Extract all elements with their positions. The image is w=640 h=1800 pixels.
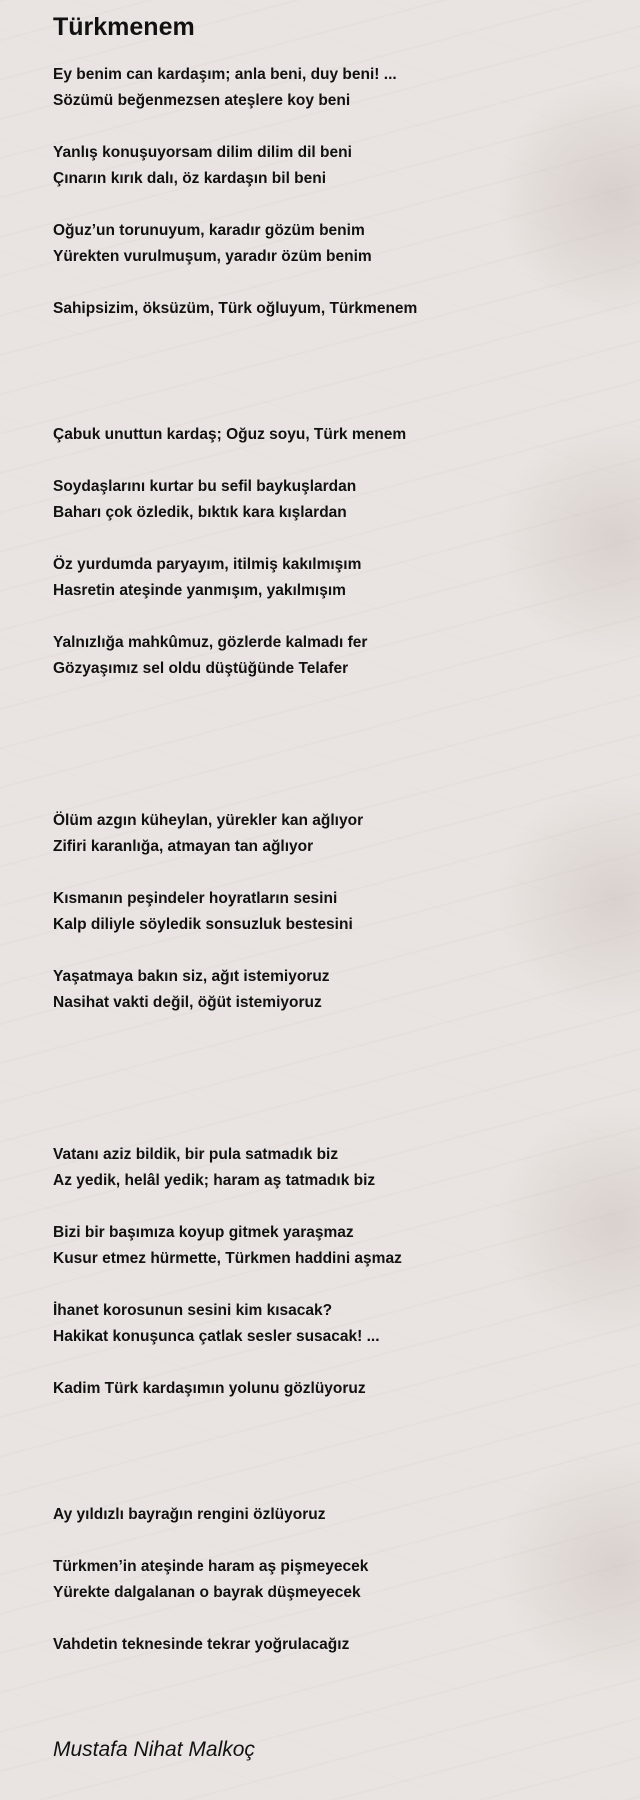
stanza	[53, 62, 613, 114]
poem-line: Yürekten vurulmuşum, yaradır özüm benim	[53, 248, 372, 265]
poem-line: Ölüm azgın küheylan, yürekler kan ağlıyor	[53, 812, 364, 829]
stanza	[53, 1142, 613, 1194]
poem-line: Oğuz’un torunuyum, karadır gözüm benim	[53, 222, 365, 239]
poem-line: Kalp diliyle söyledik sonsuzluk bestesini	[53, 916, 353, 933]
poem-title: Türkmenem	[53, 13, 195, 41]
stanza	[53, 630, 613, 682]
stanza	[53, 422, 613, 448]
poem-line: Gözyaşımız sel oldu düştüğünde Telafer	[53, 660, 349, 677]
poem-line: Vahdetin teknesinde tekrar yoğrulacağız	[53, 1636, 350, 1653]
stanza	[53, 964, 613, 1016]
stanza	[53, 1632, 613, 1658]
stanza	[53, 218, 613, 270]
stanza	[53, 296, 613, 322]
poem-line: Nasihat vakti değil, öğüt istemiyoruz	[53, 994, 322, 1011]
poem-line: Kusur etmez hürmette, Türkmen haddini aşmaz	[53, 1250, 402, 1267]
poem-line: Yaşatmaya bakın siz, ağıt istemiyoruz	[53, 968, 330, 985]
poem-line: Soydaşlarını kurtar bu sefil baykuşlardan	[53, 478, 357, 495]
poem-line: Yalnızlığa mahkûmuz, gözlerde kalmadı fer	[53, 634, 368, 651]
stanza	[53, 1376, 613, 1402]
poem-page	[53, 0, 613, 1761]
poem-line: Çınarın kırık dalı, öz kardaşın bil beni	[53, 170, 327, 187]
poem-line: Kısmanın peşindeler hoyratların sesini	[53, 890, 338, 907]
stanza	[53, 1554, 613, 1606]
poem-line: Türkmen’in ateşinde haram aş pişmeyecek	[53, 1558, 369, 1575]
poem-line: Yürekte dalgalanan o bayrak düşmeyecek	[53, 1584, 361, 1601]
poem-line: Sözümü beğenmezsen ateşlere koy beni	[53, 92, 351, 109]
poem-line: İhanet korosunun sesini kim kısacak?	[53, 1302, 333, 1319]
poem-line: Vatanı aziz bildik, bir pula satmadık biz	[53, 1146, 339, 1163]
poem-line: Hasretin ateşinde yanmışım, yakılmışım	[53, 582, 346, 599]
poem-body	[53, 62, 613, 1658]
stanza	[53, 1220, 613, 1272]
author-signature: Mustafa Nihat Malkoç	[53, 1738, 255, 1761]
stanza	[53, 808, 613, 860]
poem-line: Bizi bir başımıza koyup gitmek yaraşmaz	[53, 1224, 354, 1241]
stanza	[53, 1298, 613, 1350]
poem-line: Ey benim can kardaşım; anla beni, duy beni! ...	[53, 66, 397, 83]
poem-line: Yanlış konuşuyorsam dilim dilim dil beni	[53, 144, 352, 161]
poem-line: Öz yurdumda paryayım, itilmiş kakılmışım	[53, 556, 362, 573]
poem-line: Zifiri karanlığa, atmayan tan ağlıyor	[53, 838, 314, 855]
poem-line: Çabuk unuttun kardaş; Oğuz soyu, Türk menem	[53, 426, 407, 443]
stanza	[53, 1502, 613, 1528]
poem-line: Ay yıldızlı bayrağın rengini özlüyoruz	[53, 1506, 326, 1523]
stanza	[53, 886, 613, 938]
poem-line: Az yedik, helâl yedik; haram aş tatmadık biz	[53, 1172, 376, 1189]
poem-line: Baharı çok özledik, bıktık kara kışlardan	[53, 504, 347, 521]
poem-line: Hakikat konuşunca çatlak sesler susacak! ...	[53, 1328, 380, 1345]
stanza	[53, 140, 613, 192]
poem-line: Sahipsizim, öksüzüm, Türk oğluyum, Türkmenem	[53, 300, 418, 317]
poem-line: Kadim Türk kardaşımın yolunu gözlüyoruz	[53, 1380, 366, 1397]
stanza	[53, 474, 613, 526]
stanza	[53, 552, 613, 604]
